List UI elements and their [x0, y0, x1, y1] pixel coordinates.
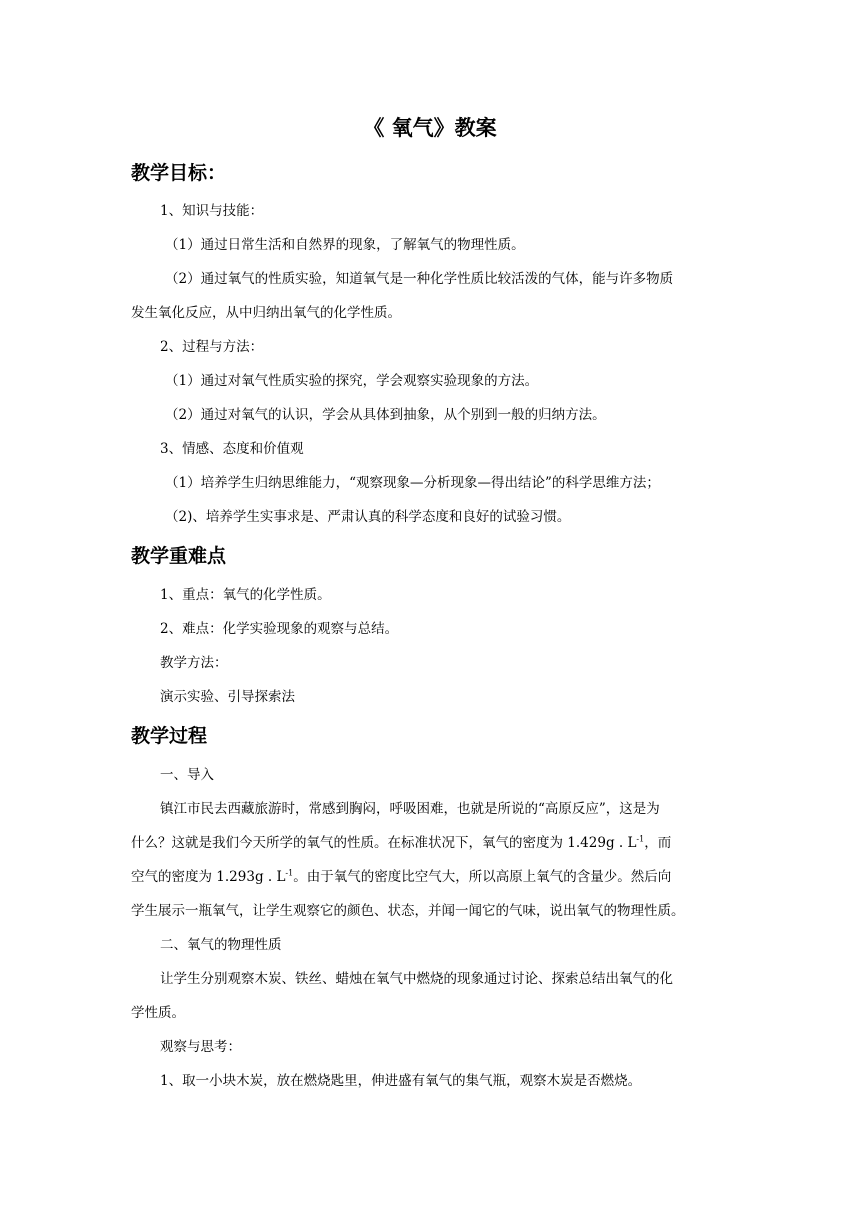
- objective-1-1: （1）通过日常生活和自然界的现象，了解氧气的物理性质。: [165, 237, 525, 253]
- objective-3-2: （2)、培养学生实事求是、严肃认真的科学态度和良好的试验习惯。: [165, 509, 571, 525]
- objective-2-1: （1）通过对氧气性质实验的探究，学会观察实验现象的方法。: [165, 373, 539, 389]
- objective-section-1: 1、知识与技能：: [160, 203, 264, 219]
- document-title: 《 氧气》教案: [363, 116, 497, 140]
- process-para1-line3: [131, 867, 671, 887]
- objective-section-2: 2、过程与方法：: [160, 339, 264, 355]
- para1-line2-text-b: ，而: [644, 835, 672, 851]
- para1-line2-superscript: -1: [636, 834, 645, 844]
- observe-label: 观察与思考：: [160, 1039, 241, 1055]
- heading-objectives: 教学目标：: [131, 162, 227, 184]
- objective-1-2-line1: （2）通过氧气的性质实验，知道氧气是一种化学性质比较活泼的气体，能与许多物质: [165, 271, 674, 287]
- objective-section-3: 3、情感、态度和价值观: [160, 441, 304, 457]
- key-point-2: 2、难点：化学实验现象的观察与总结。: [160, 621, 399, 637]
- process-para1-line4: 学生展示一瓶氧气，让学生观察它的颜色、状态，并闻一闻它的气味，说出氧气的物理性质。: [131, 903, 685, 919]
- para1-line2-text-a: 什么？这就是我们今天所学的氧气的性质。在标准状况下，氧气的密度为 1.429g . L: [131, 835, 637, 851]
- para1-line3-text-a: 空气的密度为 1.293g . L: [131, 869, 286, 885]
- process-para2-line1: 让学生分别观察木炭、铁丝、蜡烛在氧气中燃烧的现象通过讨论、探索总结出氧气的化: [160, 971, 673, 987]
- objective-1-2-line2: 发生氧化反应，从中归纳出氧气的化学性质。: [131, 305, 401, 321]
- heading-process: 教学过程: [131, 725, 208, 747]
- key-point-1: 1、重点：氧气的化学性质。: [160, 587, 331, 603]
- process-section-1: 一、导入: [160, 767, 214, 783]
- objective-3-1: （1）培养学生归纳思维能力，“观察现象—分析现象—得出结论”的科学思维方法；: [165, 475, 660, 491]
- method-text: 演示实验、引导探索法: [160, 689, 295, 705]
- heading-key-points: 教学重难点: [131, 545, 227, 567]
- process-para2-line2: 学性质。: [131, 1005, 185, 1021]
- method-label: 教学方法：: [160, 655, 228, 671]
- process-para1-line1: 镇江市民去西藏旅游时，常感到胸闷，呼吸困难，也就是所说的“高原反应”，这是为: [160, 801, 660, 817]
- process-para1-line2: [131, 833, 671, 853]
- para1-line3-superscript: -1: [285, 868, 294, 878]
- para1-line3-text-b: 。由于氧气的密度比空气大，所以高原上氧气的含量少。然后向: [293, 869, 672, 885]
- observe-step-1: 1、取一小块木炭，放在燃烧匙里，伸进盛有氧气的集气瓶，观察木炭是否燃烧。: [160, 1073, 642, 1089]
- objective-2-2: （2）通过对氧气的认识，学会从具体到抽象，从个别到一般的归纳方法。: [165, 407, 606, 423]
- process-section-2: 二、氧气的物理性质: [160, 937, 282, 953]
